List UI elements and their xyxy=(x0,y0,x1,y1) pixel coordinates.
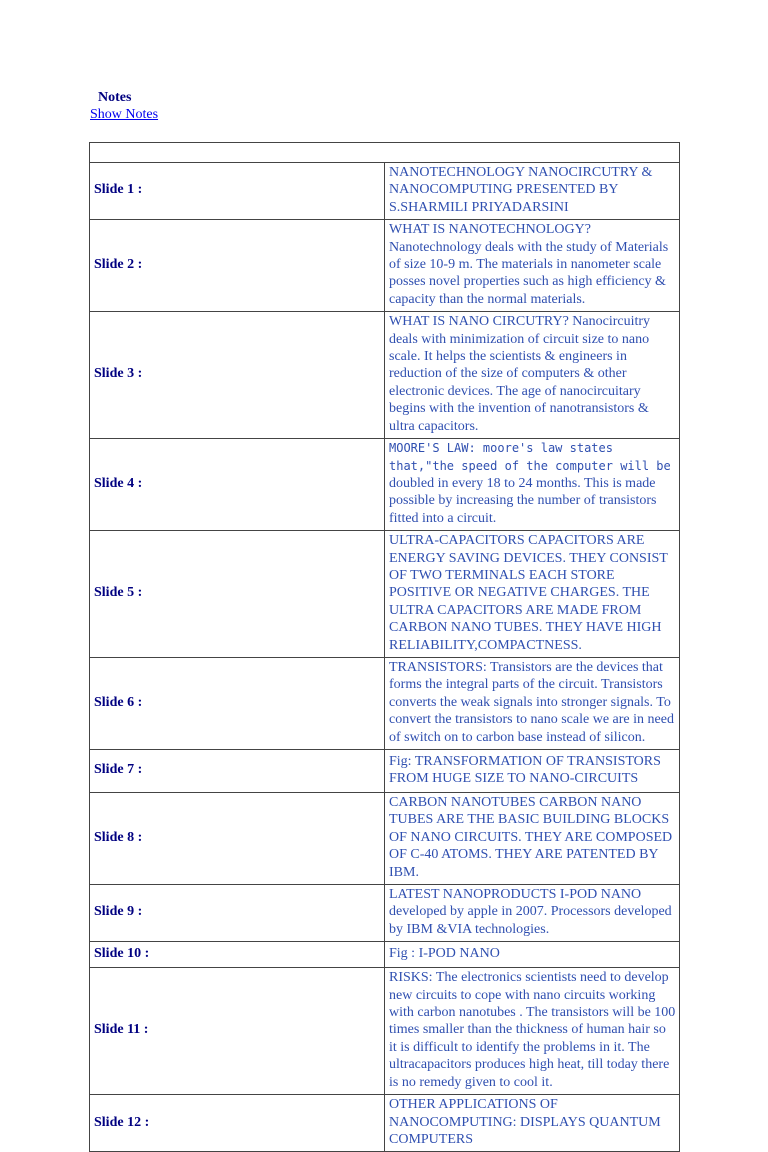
slide-label: Slide 8 : xyxy=(90,793,385,885)
slide-notes-table xyxy=(89,142,680,1152)
slide-label: Slide 4 : xyxy=(90,439,385,531)
table-row xyxy=(90,163,680,220)
table-row xyxy=(90,312,680,439)
slide-label: Slide 11 : xyxy=(90,968,385,1095)
slide-label: Slide 9 : xyxy=(90,885,385,942)
slide-label: Slide 5 : xyxy=(90,531,385,658)
slide-label: Slide 3 : xyxy=(90,312,385,439)
table-row xyxy=(90,220,680,312)
slide-label: Slide 7 : xyxy=(90,750,385,793)
slide-text: WHAT IS NANO CIRCUTRY? Nanocircuitry deals with minimization of circuit size to nano scale. It helps the scientists & engineers in reduction of the size of computers & other electronic devices. The age of nanocircuitary begins with the invention of nanotransistors & ultra capacitors. xyxy=(385,312,680,439)
slide-label: Slide 1 : xyxy=(90,163,385,220)
table-row xyxy=(90,750,680,793)
slide-text: Fig : I-POD NANO xyxy=(385,942,680,968)
empty-header-cell xyxy=(90,143,680,163)
table-header-row xyxy=(90,143,680,163)
table-row xyxy=(90,657,680,749)
slide-label: Slide 10 : xyxy=(90,942,385,968)
slide-text-body: doubled in every 18 to 24 months. This is made possible by increasing the number of transistors fitted into a circuit. xyxy=(389,475,657,526)
slide-text: TRANSISTORS: Transistors are the devices that forms the integral parts of the circuit. Transistors converts the weak signals into stronger signals. To convert the transistors to nano scale we are in need of switch on to carbon base instead of silicon. xyxy=(385,657,680,749)
slide-label: Slide 2 : xyxy=(90,220,385,312)
slide-text: NANOTECHNOLOGY NANOCIRCUTRY & NANOCOMPUTING PRESENTED BY S.SHARMILI PRIYADARSINI xyxy=(385,163,680,220)
table-row xyxy=(90,968,680,1095)
slide-text: ULTRA-CAPACITORS CAPACITORS ARE ENERGY SAVING DEVICES. THEY CONSIST OF TWO TERMINALS EACH STORE POSITIVE OR NEGATIVE CHARGES. THE ULTRA CAPACITORS ARE MADE FROM CARBON NANO TUBES. THEY HAVE HIGH RELIABILITY,COMPACTNESS. xyxy=(385,531,680,658)
slide-text: Fig: TRANSFORMATION OF TRANSISTORS FROM HUGE SIZE TO NANO-CIRCUITS xyxy=(385,750,680,793)
table-row xyxy=(90,793,680,885)
slide-text xyxy=(385,439,680,531)
table-row xyxy=(90,942,680,968)
table-row xyxy=(90,1095,680,1152)
slide-text: RISKS: The electronics scientists need to develop new circuits to cope with nano circuits working with carbon nanotubes . The transistors will be 100 times smaller than the thickness of human hair so it is difficult to identify the problems in it. The ultracapacitors produces high heat, till today there is no remedy given to cool it. xyxy=(385,968,680,1095)
slide-label: Slide 12 : xyxy=(90,1095,385,1152)
slide-text: WHAT IS NANOTECHNOLOGY? Nanotechnology deals with the study of Materials of size 10-9 m. The materials in nanometer scale posses novel properties such as high efficiency & capacity than the normal materials. xyxy=(385,220,680,312)
slide-text: OTHER APPLICATIONS OF NANOCOMPUTING: DISPLAYS QUANTUM COMPUTERS xyxy=(385,1095,680,1152)
table-row xyxy=(90,531,680,658)
notes-heading: Notes xyxy=(98,90,132,105)
slide-label: Slide 6 : xyxy=(90,657,385,749)
show-notes-link[interactable]: Show Notes xyxy=(90,107,159,122)
slide-text: LATEST NANOPRODUCTS I-POD NANO developed by apple in 2007. Processors developed by IBM &VIA technologies. xyxy=(385,885,680,942)
table-row xyxy=(90,439,680,531)
slide-text: CARBON NANOTUBES CARBON NANO TUBES ARE THE BASIC BUILDING BLOCKS OF NANO CIRCUITS. THEY ARE COMPOSED OF C-40 ATOMS. THEY ARE PATENTED BY IBM. xyxy=(385,793,680,885)
slide-text-prefix: MOORE'S LAW: moore's law states that,"the speed of the computer will be xyxy=(389,441,671,473)
table-row xyxy=(90,885,680,942)
